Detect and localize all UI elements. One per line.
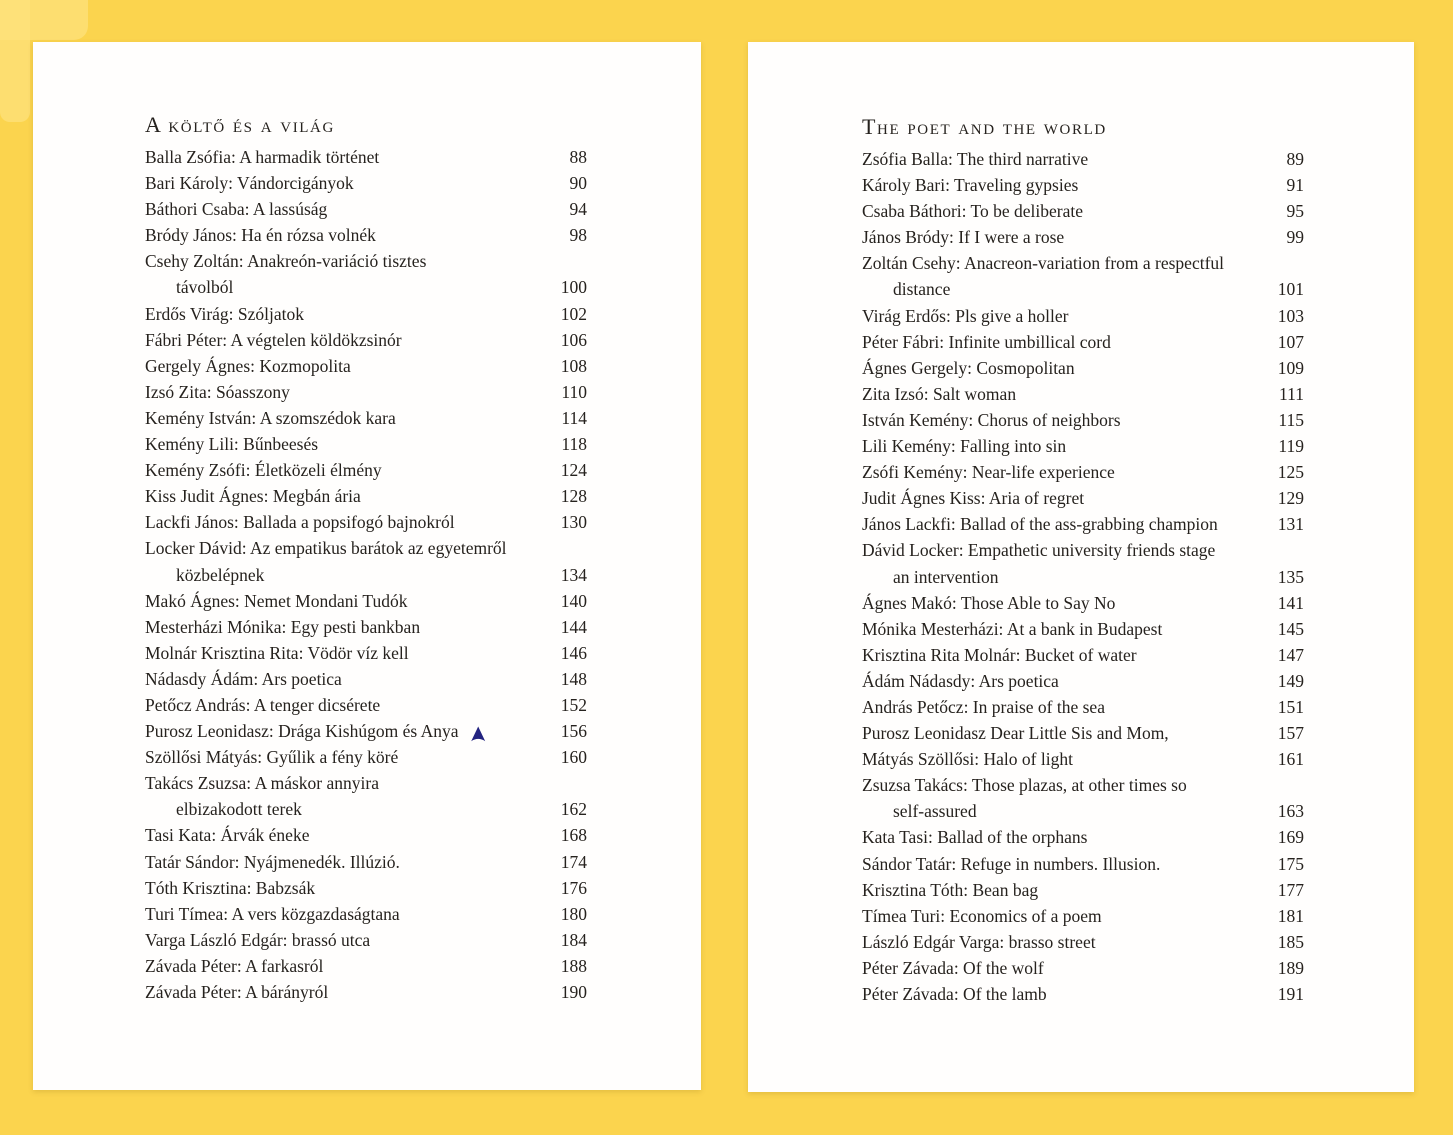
toc-entry-page-number: 107	[1277, 331, 1304, 352]
toc-entry-page-number: 108	[560, 355, 587, 376]
toc-entry	[145, 822, 587, 848]
toc-entry-page-number: 89	[1286, 149, 1304, 169]
toc-entry	[862, 694, 1304, 720]
toc-entry-title: Gergely Ágnes: Kozmopolita	[145, 355, 351, 376]
toc-entry	[145, 196, 587, 222]
book-page-left	[33, 42, 701, 1090]
toc-entry-title: Turi Tímea: A vers közgazdaságtana	[145, 903, 400, 924]
toc-entry	[862, 329, 1304, 355]
toc-entry-page-number: 185	[1277, 931, 1304, 952]
toc-entry-title: Szöllősi Mátyás: Gyűlik a fény köré	[145, 747, 399, 768]
toc-entry-page-number: 130	[560, 512, 587, 533]
toc-entry	[145, 509, 587, 535]
toc-entry-page-number: 98	[569, 225, 587, 246]
toc-entry-page-number: 111	[1279, 383, 1304, 404]
toc-entry	[862, 433, 1304, 459]
toc-entry-title: Tímea Turi: Economics of a poem	[862, 905, 1102, 926]
toc-entry-title: Csaba Báthori: To be deliberate	[862, 201, 1084, 222]
toc-entry	[145, 849, 587, 875]
toc-entry	[145, 875, 587, 901]
toc-entry-page-number: 175	[1277, 853, 1304, 874]
toc-entry	[862, 172, 1304, 198]
toc-entry-title: Makó Ágnes: Nemet Mondani Tudók	[145, 590, 408, 611]
toc-entry	[862, 537, 1304, 563]
toc-entry-title: Mónika Mesterházi: At a bank in Budapest	[862, 618, 1163, 639]
toc-entry	[145, 483, 587, 509]
toc-entry-continuation	[145, 562, 587, 588]
toc-entry-page-number: 131	[1277, 514, 1304, 535]
toc-entry-page-number: 102	[560, 303, 587, 324]
scan-light-artifact	[0, 0, 30, 122]
toc-entry	[862, 616, 1304, 642]
toc-entry-title: János Bródy: If I were a rose	[862, 227, 1065, 248]
toc-entry	[862, 459, 1304, 485]
toc-entry-title: Nádasdy Ádám: Ars poetica	[145, 668, 342, 689]
toc-entry-title: Bródy János: Ha én rózsa volnék	[145, 225, 376, 246]
toc-entry-page-number: 176	[560, 877, 587, 898]
toc-entry	[862, 590, 1304, 616]
toc-entry-page-number: 135	[1277, 566, 1304, 587]
toc-entry-page-number: 119	[1278, 436, 1304, 457]
toc-entry	[145, 744, 587, 770]
toc-entry-continuation	[862, 276, 1304, 302]
toc-entry-page-number: 163	[1277, 801, 1304, 822]
toc-entry-title: Lackfi János: Ballada a popsifogó bajnokról	[145, 512, 455, 533]
toc-entry-page-number: 180	[560, 903, 587, 924]
toc-entry-title: Krisztina Tóth: Bean bag	[862, 879, 1039, 900]
toc-entry-page-number: 124	[560, 460, 587, 481]
toc-entry	[862, 224, 1304, 250]
toc-entry	[145, 927, 587, 953]
toc-entry-page-number: 100	[560, 277, 587, 298]
toc-entry-title: Péter Fábri: Infinite umbillical cord	[862, 331, 1111, 352]
toc-entry-page-number: 118	[561, 434, 587, 455]
toc-entry	[145, 248, 587, 274]
toc-entry-title: Tatár Sándor: Nyájmenedék. Illúzió.	[145, 851, 400, 872]
toc-entry-page-number: 94	[569, 199, 587, 220]
toc-list-english	[862, 146, 1304, 1007]
toc-entry-title: Judit Ágnes Kiss: Aria of regret	[862, 488, 1085, 509]
toc-entry-title: Ágnes Gergely: Cosmopolitan	[862, 357, 1075, 378]
toc-entry	[862, 772, 1304, 798]
toc-entry	[862, 981, 1304, 1007]
toc-entry-page-number: 188	[560, 955, 587, 976]
toc-entry-page-number: 125	[1277, 462, 1304, 483]
toc-entry-page-number: 99	[1286, 227, 1304, 248]
toc-heading-english: The poet and the world	[862, 114, 1107, 139]
toc-entry	[145, 535, 587, 561]
toc-entry-page-number: 145	[1277, 618, 1304, 639]
toc-entry	[862, 955, 1304, 981]
toc-entry-title: Zsófia Balla: The third narrative	[862, 149, 1089, 169]
toc-entry-title: János Lackfi: Ballad of the ass-grabbing champion	[862, 514, 1218, 535]
toc-entry-title: Zsuzsa Takács: Those plazas, at other times so	[862, 775, 1187, 796]
toc-heading-hungarian: A költő és a világ	[145, 112, 335, 137]
toc-entry	[145, 431, 587, 457]
toc-entry	[862, 198, 1304, 224]
toc-entry-page-number: 110	[561, 381, 587, 402]
toc-entry	[145, 222, 587, 248]
toc-entry-title: Sándor Tatár: Refuge in numbers. Illusion.	[862, 853, 1161, 874]
toc-entry-title: distance	[893, 279, 951, 300]
toc-entry	[145, 457, 587, 483]
toc-entry	[862, 720, 1304, 746]
toc-entry	[862, 877, 1304, 903]
toc-entry	[145, 144, 587, 170]
toc-entry-title: self-assured	[893, 801, 977, 822]
toc-entry-title: an intervention	[893, 566, 999, 587]
toc-entry-page-number: 162	[560, 799, 587, 820]
toc-entry-page-number: 157	[1277, 723, 1304, 744]
toc-entry-title: Mesterházi Mónika: Egy pesti bankban	[145, 616, 421, 637]
toc-entry-title: Virág Erdős: Pls give a holler	[862, 305, 1069, 326]
toc-entry-title: Závada Péter: A bárányról	[145, 982, 329, 1002]
toc-entry-page-number: 174	[560, 851, 587, 872]
toc-entry-title: Tóth Krisztina: Babzsák	[145, 877, 316, 898]
toc-entry-page-number: 177	[1277, 879, 1304, 900]
toc-entry	[145, 327, 587, 353]
toc-entry-title: Bari Károly: Vándorcigányok	[145, 173, 354, 194]
toc-entry	[862, 250, 1304, 276]
toc-entry-title: Péter Závada: Of the wolf	[862, 957, 1044, 978]
toc-entry	[862, 929, 1304, 955]
toc-entry	[145, 692, 587, 718]
toc-entry-page-number: 134	[560, 564, 587, 585]
toc-entry	[145, 614, 587, 640]
toc-entry-page-number: 190	[560, 982, 587, 1002]
toc-entry-page-number: 140	[560, 590, 587, 611]
toc-entry-page-number: 147	[1277, 644, 1304, 665]
toc-entry-page-number: 115	[1278, 409, 1304, 430]
toc-entry	[145, 379, 587, 405]
toc-entry	[145, 953, 587, 979]
toc-entry-title: Csehy Zoltán: Anakreón-variáció tisztes	[145, 251, 427, 272]
toc-entry-title: Fábri Péter: A végtelen köldökzsinór	[145, 329, 402, 350]
toc-entry-title: Lili Kemény: Falling into sin	[862, 436, 1067, 457]
toc-entry	[145, 640, 587, 666]
toc-entry-page-number: 156	[560, 721, 587, 742]
toc-entry-title: Zoltán Csehy: Anacreon-variation from a respectful	[862, 253, 1225, 274]
toc-entry-page-number: 90	[569, 173, 587, 194]
book-page-right	[748, 42, 1414, 1092]
toc-entry	[862, 381, 1304, 407]
toc-entry-title: Balla Zsófia: A harmadik történet	[145, 147, 380, 167]
toc-entry-page-number: 169	[1277, 827, 1304, 848]
toc-entry-page-number: 91	[1286, 175, 1304, 196]
toc-entry-page-number: 106	[560, 329, 587, 350]
toc-entry-title: Mátyás Szöllősi: Halo of light	[862, 749, 1073, 770]
toc-entry	[145, 718, 587, 744]
toc-entry	[862, 355, 1304, 381]
toc-entry	[862, 511, 1304, 537]
toc-entry-title: közbelépnek	[176, 564, 265, 585]
toc-entry-title: Varga László Edgár: brassó utca	[145, 929, 371, 950]
toc-entry-continuation	[862, 798, 1304, 824]
toc-entry	[145, 901, 587, 927]
toc-entry-title: Zsófi Kemény: Near-life experience	[862, 462, 1115, 483]
toc-entry-title: Péter Závada: Of the lamb	[862, 984, 1047, 1004]
toc-entry-title: István Kemény: Chorus of neighbors	[862, 409, 1121, 430]
toc-entry-page-number: 184	[560, 929, 587, 950]
toc-entry	[862, 407, 1304, 433]
toc-entry-title: Molnár Krisztina Rita: Vödör víz kell	[145, 642, 409, 663]
toc-entry-page-number: 148	[560, 668, 587, 689]
toc-entry	[862, 303, 1304, 329]
toc-entry-page-number: 109	[1277, 357, 1304, 378]
toc-entry	[862, 485, 1304, 511]
toc-entry-page-number: 189	[1277, 957, 1304, 978]
toc-entry	[145, 301, 587, 327]
toc-entry-page-number: 191	[1277, 984, 1304, 1004]
toc-entry-continuation	[862, 564, 1304, 590]
toc-list-hungarian	[145, 144, 587, 1005]
toc-entry-title: Locker Dávid: Az empatikus barátok az egyetemről	[145, 538, 507, 559]
toc-entry-title: Tasi Kata: Árvák éneke	[145, 825, 310, 846]
toc-entry-title: Ágnes Makó: Those Able to Say No	[862, 592, 1116, 613]
toc-entry	[862, 851, 1304, 877]
toc-entry-page-number: 103	[1277, 305, 1304, 326]
toc-entry-page-number: 168	[560, 825, 587, 846]
toc-entry-title: Báthori Csaba: A lassúság	[145, 199, 328, 220]
toc-entry-page-number: 88	[569, 147, 587, 167]
toc-entry-title: Závada Péter: A farkasról	[145, 955, 324, 976]
toc-entry-page-number: 114	[561, 407, 587, 428]
toc-entry-page-number: 152	[560, 694, 587, 715]
toc-entry-title: Takács Zsuzsa: A máskor annyira	[145, 773, 379, 794]
toc-entry	[862, 824, 1304, 850]
toc-entry-title: Petőcz András: A tenger dicsérete	[145, 694, 381, 715]
toc-entry-title: elbizakodott terek	[176, 799, 302, 820]
toc-entry-title: Kata Tasi: Ballad of the orphans	[862, 827, 1088, 848]
toc-entry-page-number: 144	[560, 616, 587, 637]
toc-entry-title: Kiss Judit Ágnes: Megbán ária	[145, 486, 361, 507]
toc-entry-page-number: 141	[1277, 592, 1304, 613]
toc-entry-title: Erdős Virág: Szóljatok	[145, 303, 305, 324]
toc-entry-title: Purosz Leonidasz Dear Little Sis and Mom,	[862, 723, 1169, 744]
toc-entry-title: Ádám Nádasdy: Ars poetica	[862, 670, 1059, 691]
toc-entry-title: távolból	[176, 277, 234, 298]
toc-entry-title: Károly Bari: Traveling gypsies	[862, 175, 1079, 196]
toc-entry-page-number: 151	[1277, 696, 1304, 717]
toc-entry-page-number: 95	[1286, 201, 1304, 222]
toc-entry-title: Kemény Zsófi: Életközeli élmény	[145, 460, 382, 481]
toc-entry	[862, 146, 1304, 172]
toc-entry-title: Dávid Locker: Empathetic university friends stage	[862, 540, 1216, 561]
toc-entry-page-number: 181	[1277, 905, 1304, 926]
toc-entry-page-number: 146	[560, 642, 587, 663]
toc-entry	[145, 353, 587, 379]
toc-entry-page-number: 160	[560, 747, 587, 768]
toc-entry-title: Krisztina Rita Molnár: Bucket of water	[862, 644, 1137, 665]
toc-entry	[145, 979, 587, 1005]
toc-entry	[862, 746, 1304, 772]
toc-entry-page-number: 128	[560, 486, 587, 507]
toc-entry-continuation	[145, 274, 587, 300]
toc-entry-title: Kemény István: A szomszédok kara	[145, 407, 396, 428]
toc-entry-title: Kemény Lili: Bűnbeesés	[145, 434, 319, 455]
toc-entry-title: László Edgár Varga: brasso street	[862, 931, 1096, 952]
toc-entry	[862, 642, 1304, 668]
toc-entry-title: András Petőcz: In praise of the sea	[862, 696, 1105, 717]
toc-entry	[145, 405, 587, 431]
toc-entry	[145, 666, 587, 692]
toc-entry-page-number: 161	[1277, 749, 1304, 770]
toc-entry-continuation	[145, 796, 587, 822]
toc-entry	[145, 770, 587, 796]
toc-entry-title: Izsó Zita: Sóasszony	[145, 381, 290, 402]
toc-entry-page-number: 129	[1277, 488, 1304, 509]
toc-entry-title: Zita Izsó: Salt woman	[862, 383, 1017, 404]
toc-entry-title: Purosz Leonidasz: Drága Kishúgom és Anya	[145, 721, 459, 742]
toc-entry	[145, 588, 587, 614]
toc-entry	[862, 668, 1304, 694]
toc-entry-page-number: 149	[1277, 670, 1304, 691]
toc-entry-page-number: 101	[1277, 279, 1304, 300]
toc-entry	[862, 903, 1304, 929]
toc-entry	[145, 170, 587, 196]
